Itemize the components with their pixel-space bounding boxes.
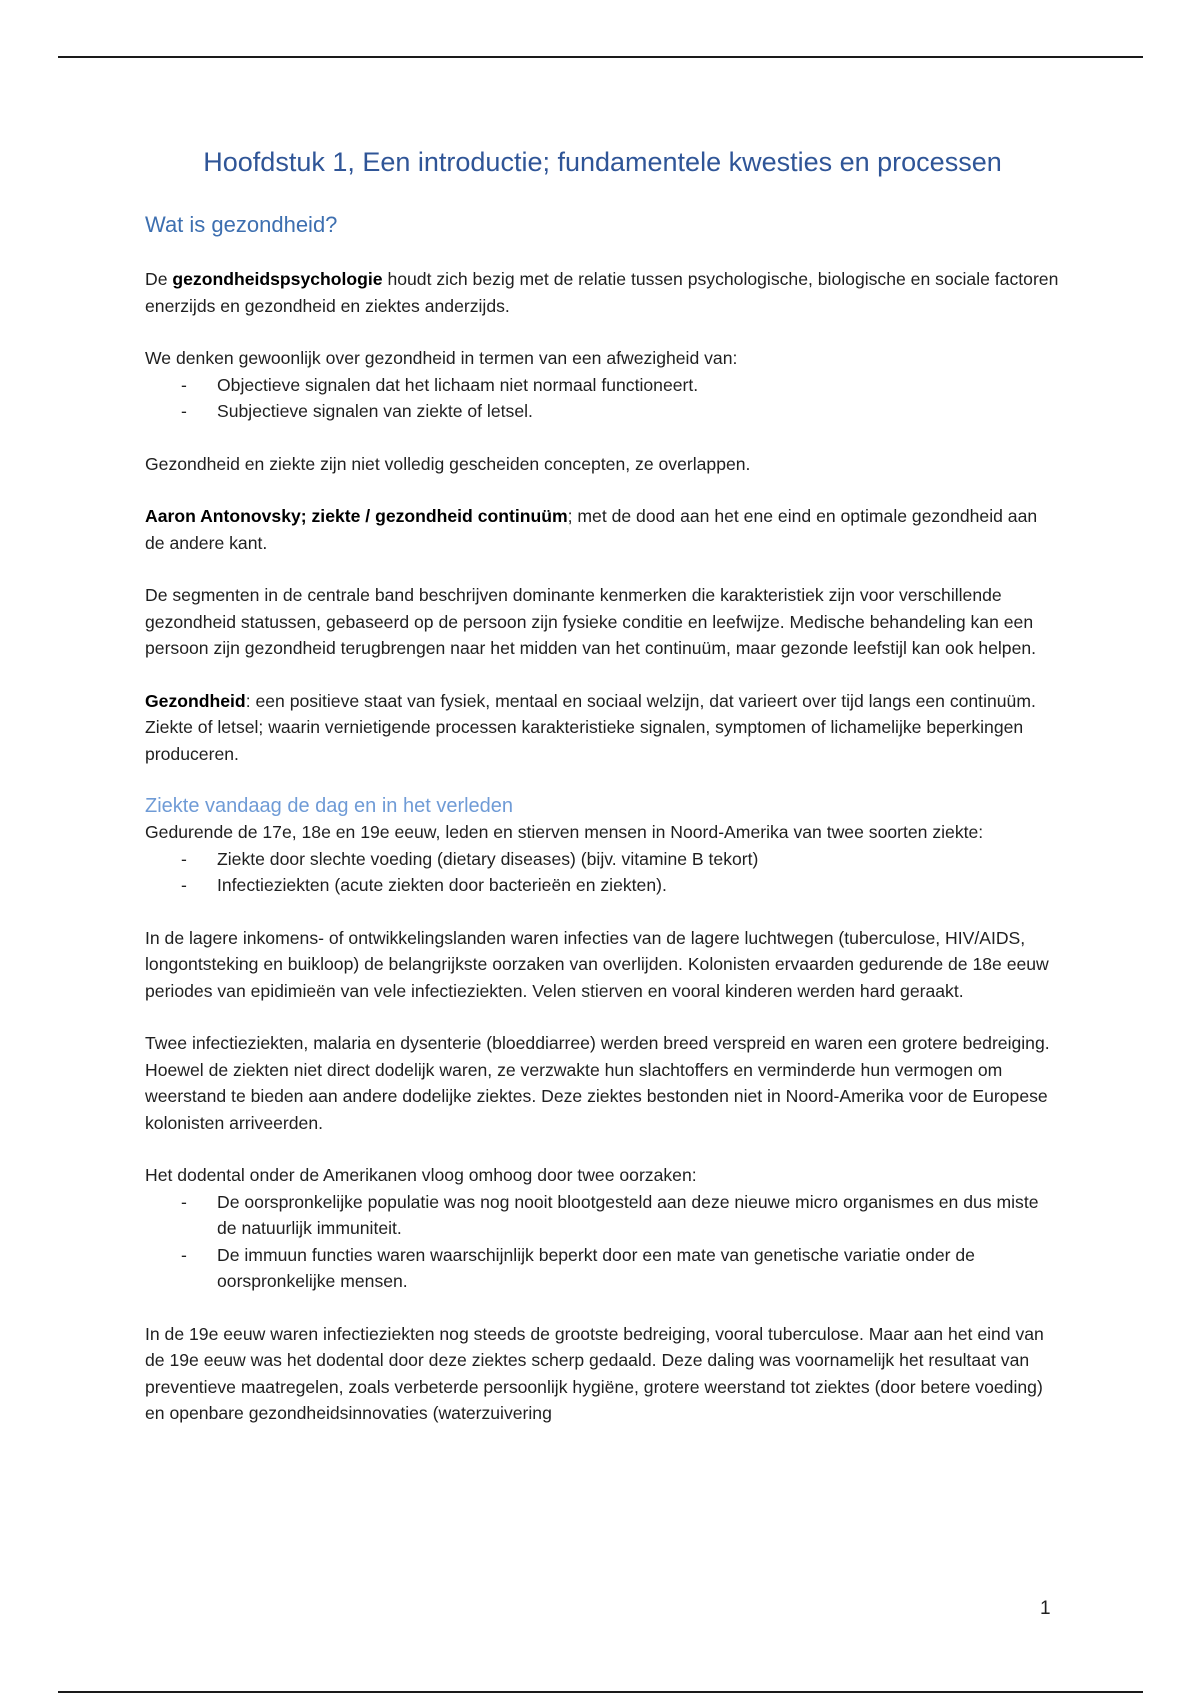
paragraph-afwezigheid: We denken gewoonlijk over gezondheid in termen van een afwezigheid van: (145, 348, 738, 368)
text-span: : een positieve staat van fysiek, mentaal en sociaal welzijn, dat varieert over tijd langs een continuüm. Ziekte of letsel; waarin vernietigende processen karakteristieke signalen, symptomen of lichamelijke beperkingen produceren. (145, 690, 1036, 764)
paragraph-dodental: Het dodental onder de Amerikanen vloog omhoog door twee oorzaken: (145, 1165, 697, 1185)
list-item: - De oorspronkelijke populatie was nog nooit blootgesteld aan deze nieuwe micro organismes en dus miste de natuurlijk immuniteit. (181, 1189, 1060, 1242)
text-span: ; met de dood aan het ene eind en optimale gezondheid aan de andere kant. (145, 506, 1038, 553)
section-heading-wat-is-gezondheid: Wat is gezondheid? (145, 212, 338, 237)
list-oorzaken (145, 1189, 1060, 1295)
top-divider (58, 56, 1143, 58)
paragraph-segmenten: De segmenten in de centrale band beschrijven dominante kenmerken die karakteristiek zijn voor verschillende gezondheid statussen, gebaseerd op de persoon zijn fysieke conditie en leefwijze. Medische behandeling kan een persoon zijn gezondheid terugbrengen naar het midden van het continuüm, maar gezonde leefstijl kan ook helpen. (145, 585, 1037, 658)
list-item: - De immuun functies waren waarschijnlijk beperkt door een mate van genetische variatie onder de oorspronkelijke mensen. (181, 1242, 1060, 1295)
paragraph-gezondheid-definitie (145, 688, 1060, 768)
bold-term: Aaron Antonovsky; ziekte / gezondheid continuüm (145, 506, 568, 526)
list-item: - Ziekte door slechte voeding (dietary diseases) (bijv. vitamine B tekort) (181, 846, 1060, 873)
document-title: Hoofdstuk 1, Een introductie; fundamentele kwesties en processen (203, 147, 1002, 177)
list-item: - Objectieve signalen dat het lichaam niet normaal functioneert. (181, 372, 1060, 399)
list-signalen (145, 372, 1060, 425)
page-number: 1 (1040, 1598, 1051, 1619)
text-span: houdt zich bezig met de relatie tussen psychologische, biologische en sociale factoren enerzijds en gezondheid en ziektes anderzijds. (145, 269, 1059, 316)
paragraph-antonovsky (145, 503, 1060, 556)
paragraph-ontwikkelingslanden: In de lagere inkomens- of ontwikkelingslanden waren infecties van de lagere luchtwegen (tuberculose, HIV/AIDS, longontsteking en buikloop) de belangrijkste oorzaken van overlijden. Kolonisten ervaarden gedurende de 18e eeuw periodes van epidimieën van vele infectieziekten. Velen stierven en vooral kinderen werden hard geraakt. (145, 927, 1049, 1001)
paragraph-eeuwen: Gedurende de 17e, 18e en 19e eeuw, leden en stierven mensen in Noord-Amerika van twee soorten ziekte: (145, 822, 984, 842)
bottom-divider (58, 1691, 1143, 1693)
list-item: - Subjectieve signalen van ziekte of letsel. (181, 398, 1060, 425)
paragraph-definition (145, 266, 1060, 319)
page-content (145, 140, 1060, 1427)
list-ziektesoorten (145, 846, 1060, 899)
bold-term: gezondheidspsychologie (172, 269, 383, 289)
paragraph-19e-eeuw: In de 19e eeuw waren infectieziekten nog steeds de grootste bedreiging, vooral tuberculose. Maar aan het eind van de 19e eeuw was het dodental door deze ziektes scherp gedaald. Deze daling was voornamelijk het resultaat van preventieve maatregelen, zoals verbeterde persoonlijk hygiëne, grotere weerstand tot ziektes (door betere voeding) en openbare gezondheidsinnovaties (waterzuivering (145, 1323, 1044, 1423)
paragraph-malaria: Twee infectieziekten, malaria en dysenterie (bloeddiarree) werden breed verspreid en waren een grotere bedreiging. Hoewel de ziekten niet direct dodelijk waren, ze verzwakte hun slachtoffers en verminderde hun vermogen om weerstand te bieden aan andere dodelijke ziektes. Deze ziektes bestonden niet in Noord-Amerika voor de Europese kolonisten arriveerden. (145, 1033, 1050, 1133)
section-heading-ziekte-vandaag: Ziekte vandaag de dag en in het verleden (145, 795, 514, 817)
list-item: - Infectieziekten (acute ziekten door bacterieën en ziekten). (181, 872, 1060, 899)
text-span: De (145, 269, 173, 289)
bold-term: Gezondheid (145, 690, 246, 711)
paragraph-overlap: Gezondheid en ziekte zijn niet volledig gescheiden concepten, ze overlappen. (145, 453, 751, 474)
